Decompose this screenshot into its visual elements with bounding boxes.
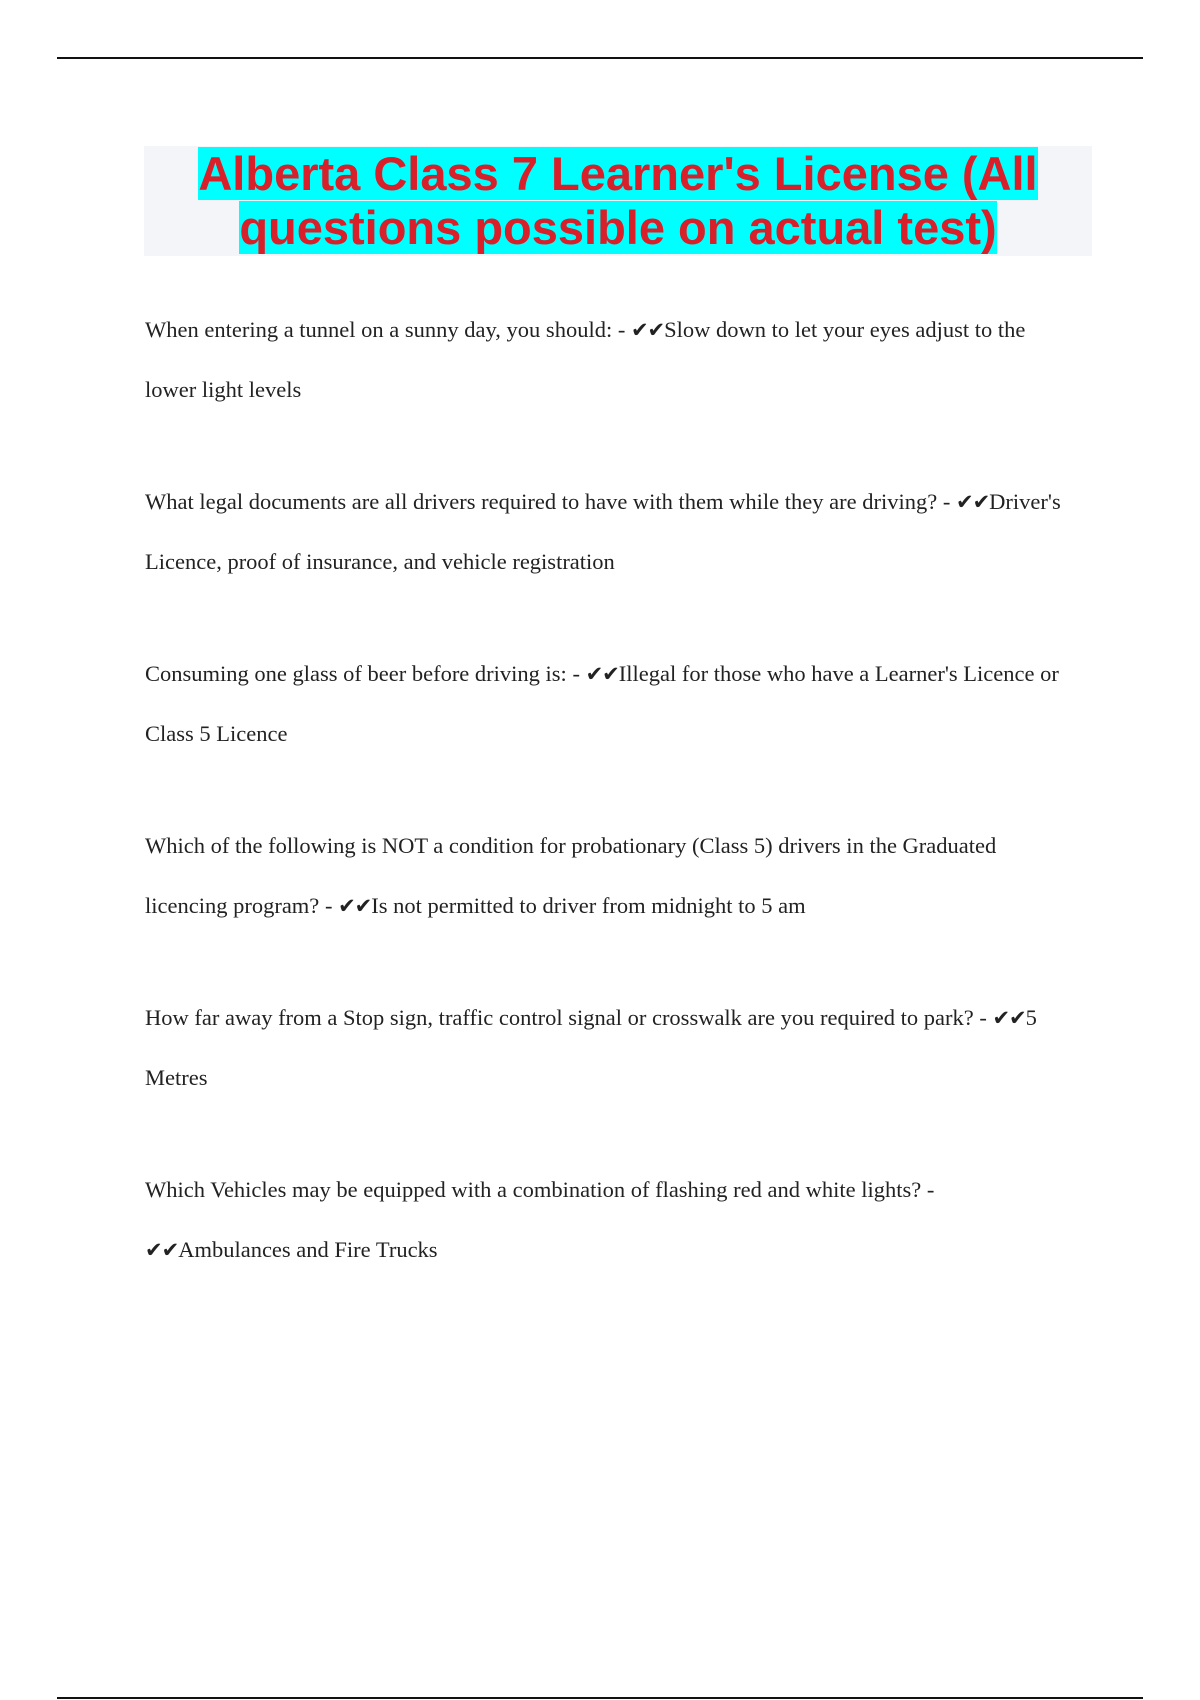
- top-rule: [57, 57, 1143, 59]
- double-check-icon: ✔✔: [145, 1238, 179, 1262]
- question-text: Which of the following is NOT a condition for probationary (Class 5) drivers in the Graduated licencing program?: [145, 833, 997, 918]
- question-text: When entering a tunnel on a sunny day, you should:: [145, 317, 613, 342]
- document-title: Alberta Class 7 Learner's License (All questions possible on actual test): [198, 147, 1038, 254]
- question-list: [145, 300, 1075, 1332]
- separator: -: [612, 317, 631, 342]
- qa-item: [145, 472, 1075, 592]
- separator: -: [937, 489, 956, 514]
- bottom-rule: [57, 1697, 1143, 1699]
- answer-text: Driver's Licence, proof of insurance, and vehicle registration: [145, 489, 1061, 574]
- qa-item: [145, 644, 1075, 764]
- qa-item: [145, 988, 1075, 1108]
- answer-text: Slow down to let your eyes adjust to the lower light levels: [145, 317, 1026, 402]
- question-text: What legal documents are all drivers required to have with them while they are driving?: [145, 489, 938, 514]
- double-check-icon: ✔✔: [992, 1006, 1026, 1030]
- question-text: Consuming one glass of beer before driving is:: [145, 661, 567, 686]
- qa-item: [145, 300, 1075, 420]
- double-check-icon: ✔✔: [338, 894, 372, 918]
- answer-text: Illegal for those who have a Learner's Licence or Class 5 Licence: [145, 661, 1059, 746]
- double-check-icon: ✔✔: [585, 662, 619, 686]
- title-banner: [144, 146, 1092, 256]
- qa-item: [145, 1160, 1075, 1280]
- qa-item: [145, 816, 1075, 936]
- answer-text: Is not permitted to driver from midnight to 5 am: [371, 893, 806, 918]
- question-text: How far away from a Stop sign, traffic control signal or crosswalk are you required to park?: [145, 1005, 974, 1030]
- question-text: Which Vehicles may be equipped with a combination of flashing red and white lights?: [145, 1177, 922, 1202]
- separator: -: [566, 661, 586, 686]
- separator: -: [973, 1005, 993, 1030]
- answer-text: 5 Metres: [145, 1005, 1037, 1090]
- separator: -: [319, 893, 339, 918]
- double-check-icon: ✔✔: [630, 318, 665, 342]
- double-check-icon: ✔✔: [955, 490, 990, 514]
- answer-text: Ambulances and Fire Trucks: [178, 1237, 438, 1262]
- separator: -: [921, 1177, 935, 1202]
